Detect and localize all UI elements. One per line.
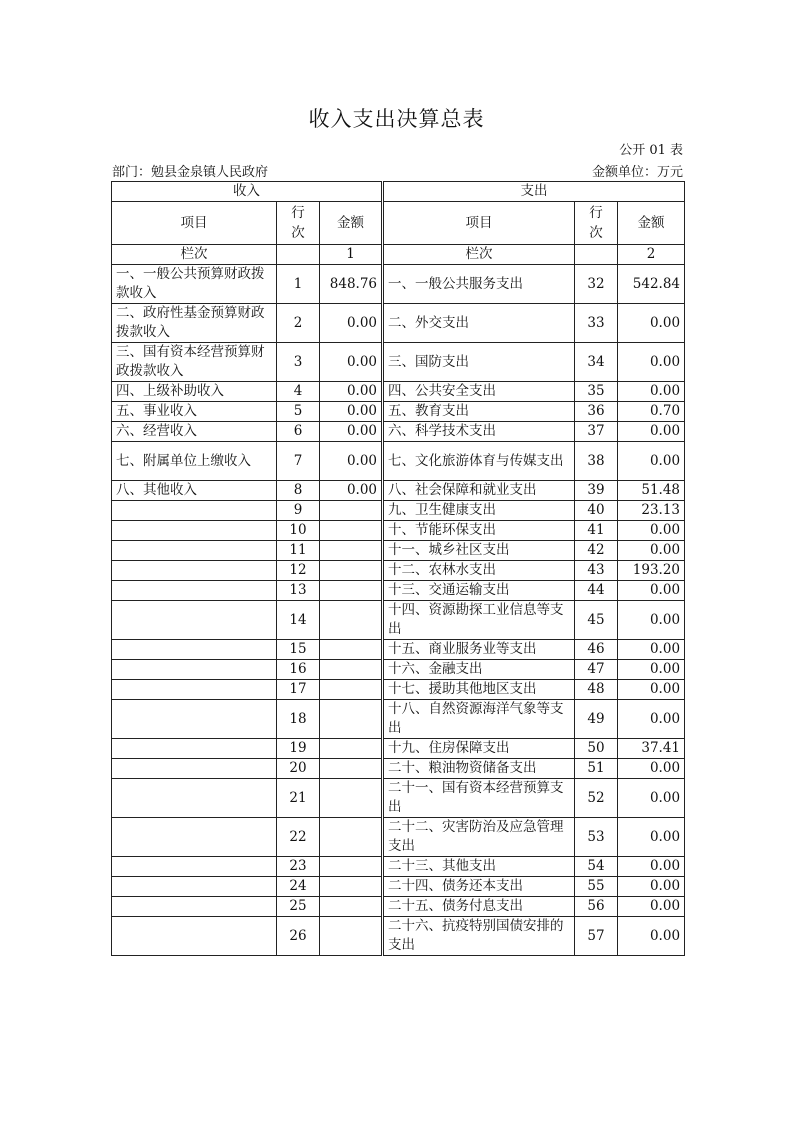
income-amount: [320, 660, 383, 680]
income-row-no: 20: [277, 759, 320, 779]
income-row-no: 23: [277, 857, 320, 877]
income-item: 七、附属单位上缴收入: [112, 442, 277, 481]
table-row: [112, 601, 685, 640]
expense-row-no: 37: [575, 422, 618, 442]
income-amount-header: 金额: [320, 202, 383, 245]
expense-item: 一、一般公共服务支出: [383, 265, 575, 304]
income-amount: 848.76: [320, 265, 383, 304]
income-amount: 0.00: [320, 442, 383, 481]
table-row: [112, 501, 685, 521]
income-item: [112, 759, 277, 779]
expense-amount: 51.48: [618, 481, 685, 501]
page-title: 收入支出决算总表: [308, 107, 485, 131]
income-row-no: 14: [277, 601, 320, 640]
income-amount: [320, 818, 383, 857]
expense-item: 十八、自然资源海洋气象等支出: [383, 700, 575, 739]
form-number: 公开 01 表: [619, 143, 683, 158]
expense-item: 八、社会保障和就业支出: [383, 481, 575, 501]
income-amount: 0.00: [320, 343, 383, 382]
income-amount: 0.00: [320, 402, 383, 422]
expense-amount: 0.00: [618, 382, 685, 402]
expense-row-no: 38: [575, 442, 618, 481]
income-item: [112, 897, 277, 917]
expense-row-no: 39: [575, 481, 618, 501]
income-amount: [320, 541, 383, 561]
income-row-no: 19: [277, 739, 320, 759]
expense-row-no: 32: [575, 265, 618, 304]
table-row: [112, 382, 685, 402]
income-item: 四、上级补助收入: [112, 382, 277, 402]
expense-row-no: 41: [575, 521, 618, 541]
expense-column-label: 栏次: [383, 245, 575, 265]
expense-row-no: 47: [575, 660, 618, 680]
expense-amount: 0.00: [618, 660, 685, 680]
expense-amount: 0.00: [618, 422, 685, 442]
expense-amount: 0.00: [618, 343, 685, 382]
expense-row-no: 44: [575, 581, 618, 601]
expense-amount: 23.13: [618, 501, 685, 521]
expense-item: 十四、资源勘探工业信息等支出: [383, 601, 575, 640]
income-item: [112, 541, 277, 561]
expense-item: 二十一、国有资本经营预算支出: [383, 779, 575, 818]
income-amount: [320, 680, 383, 700]
table-row: [112, 877, 685, 897]
expense-row-no: 52: [575, 779, 618, 818]
expense-row-no: 33: [575, 304, 618, 343]
expense-amount: 0.00: [618, 521, 685, 541]
income-row-no: 16: [277, 660, 320, 680]
income-row-no: 15: [277, 640, 320, 660]
expense-row-no: 53: [575, 818, 618, 857]
income-row-no: 13: [277, 581, 320, 601]
expense-amount: 0.00: [618, 759, 685, 779]
expense-column-number: 2: [618, 245, 685, 265]
table-row: [112, 640, 685, 660]
income-amount: [320, 521, 383, 541]
income-item: [112, 700, 277, 739]
table-row: [112, 561, 685, 581]
income-item: [112, 739, 277, 759]
income-amount: 0.00: [320, 382, 383, 402]
income-amount: [320, 917, 383, 956]
expense-item: 二十二、灾害防治及应急管理支出: [383, 818, 575, 857]
income-row-no: 4: [277, 382, 320, 402]
table-header-row: [112, 182, 685, 202]
table-row: [112, 739, 685, 759]
income-row-no: 12: [277, 561, 320, 581]
income-item: [112, 779, 277, 818]
income-column-label: 栏次: [112, 245, 277, 265]
income-row-no: 10: [277, 521, 320, 541]
table-row: [112, 343, 685, 382]
table-row: [112, 700, 685, 739]
expense-item: 十六、金融支出: [383, 660, 575, 680]
expense-item: 三、国防支出: [383, 343, 575, 382]
table-row: [112, 402, 685, 422]
income-amount: 0.00: [320, 481, 383, 501]
income-item: [112, 680, 277, 700]
expense-amount: 0.00: [618, 541, 685, 561]
income-row-no: 3: [277, 343, 320, 382]
expense-row-no: 55: [575, 877, 618, 897]
income-amount: [320, 581, 383, 601]
income-row-no: 1: [277, 265, 320, 304]
expense-item: 十二、农林水支出: [383, 561, 575, 581]
income-amount: [320, 501, 383, 521]
income-amount: [320, 640, 383, 660]
expense-row-no: 35: [575, 382, 618, 402]
income-row-no: 8: [277, 481, 320, 501]
expense-row-no: 54: [575, 857, 618, 877]
income-row-no: 9: [277, 501, 320, 521]
expense-item: 九、卫生健康支出: [383, 501, 575, 521]
expense-item: 五、教育支出: [383, 402, 575, 422]
expense-item: 十九、住房保障支出: [383, 739, 575, 759]
expense-amount: 0.70: [618, 402, 685, 422]
income-amount: [320, 561, 383, 581]
expense-row-no: 56: [575, 897, 618, 917]
expense-amount: 0.00: [618, 700, 685, 739]
table-row: [112, 759, 685, 779]
table-row: [112, 265, 685, 304]
income-item: [112, 561, 277, 581]
income-row-no: 2: [277, 304, 320, 343]
income-row-no: 7: [277, 442, 320, 481]
table-row: [112, 897, 685, 917]
income-row-no: 21: [277, 779, 320, 818]
table-row: [112, 422, 685, 442]
income-item-header: 项目: [112, 202, 277, 245]
income-amount: [320, 897, 383, 917]
expense-item: 十一、城乡社区支出: [383, 541, 575, 561]
expense-row-no: 51: [575, 759, 618, 779]
expense-row-no: 43: [575, 561, 618, 581]
expense-row-no-header: 行次: [575, 202, 618, 245]
expense-row-no: 49: [575, 700, 618, 739]
expense-item: 十五、商业服务业等支出: [383, 640, 575, 660]
income-amount: [320, 857, 383, 877]
department-label: 部门：勉县金泉镇人民政府: [112, 165, 269, 180]
expense-amount: 0.00: [618, 601, 685, 640]
income-header: 收入: [112, 182, 383, 202]
expense-amount: 542.84: [618, 265, 685, 304]
income-item: [112, 601, 277, 640]
expense-amount: 0.00: [618, 640, 685, 660]
income-row-no: 5: [277, 402, 320, 422]
expense-amount: 0.00: [618, 304, 685, 343]
expense-item: 四、公共安全支出: [383, 382, 575, 402]
expense-item: 十七、援助其他地区支出: [383, 680, 575, 700]
expense-amount-header: 金额: [618, 202, 685, 245]
income-column-no-blank: [277, 245, 320, 265]
income-amount: [320, 779, 383, 818]
table-row: [112, 857, 685, 877]
expense-amount: 0.00: [618, 779, 685, 818]
income-row-no: 6: [277, 422, 320, 442]
column-header-row: [112, 202, 685, 245]
income-item: 一、一般公共预算财政拨款收入: [112, 265, 277, 304]
table-row: [112, 680, 685, 700]
income-item: [112, 521, 277, 541]
table-row: [112, 779, 685, 818]
income-expense-table: [111, 181, 685, 956]
income-item: [112, 857, 277, 877]
table-row: [112, 581, 685, 601]
income-amount: [320, 739, 383, 759]
table-row: [112, 660, 685, 680]
income-item: 二、政府性基金预算财政拨款收入: [112, 304, 277, 343]
income-row-no: 26: [277, 917, 320, 956]
income-row-no: 18: [277, 700, 320, 739]
expense-row-no: 42: [575, 541, 618, 561]
expense-item: 二十六、抗疫特别国债安排的支出: [383, 917, 575, 956]
expense-item: 十、节能环保支出: [383, 521, 575, 541]
expense-amount: 0.00: [618, 917, 685, 956]
table-row: [112, 521, 685, 541]
expense-row-no: 34: [575, 343, 618, 382]
income-row-no: 11: [277, 541, 320, 561]
expense-item-header: 项目: [383, 202, 575, 245]
table-row: [112, 818, 685, 857]
expense-amount: 0.00: [618, 857, 685, 877]
income-row-no: 24: [277, 877, 320, 897]
expense-item: 二、外交支出: [383, 304, 575, 343]
expense-item: 二十、粮油物资储备支出: [383, 759, 575, 779]
expense-row-no: 36: [575, 402, 618, 422]
expense-amount: 37.41: [618, 739, 685, 759]
expense-amount: 193.20: [618, 561, 685, 581]
expense-header: 支出: [383, 182, 685, 202]
income-row-no: 25: [277, 897, 320, 917]
expense-item: 十三、交通运输支出: [383, 581, 575, 601]
table-row: [112, 304, 685, 343]
expense-amount: 0.00: [618, 581, 685, 601]
income-item: [112, 660, 277, 680]
expense-amount: 0.00: [618, 877, 685, 897]
expense-row-no: 50: [575, 739, 618, 759]
income-item: [112, 501, 277, 521]
income-row-no: 22: [277, 818, 320, 857]
income-item: [112, 818, 277, 857]
income-column-number: 1: [320, 245, 383, 265]
income-item: 五、事业收入: [112, 402, 277, 422]
expense-amount: 0.00: [618, 680, 685, 700]
income-row-no: 17: [277, 680, 320, 700]
expense-column-no-blank: [575, 245, 618, 265]
expense-row-no: 45: [575, 601, 618, 640]
expense-row-no: 48: [575, 680, 618, 700]
income-row-no-header: 行次: [277, 202, 320, 245]
income-amount: [320, 700, 383, 739]
income-item: 三、国有资本经营预算财政拨款收入: [112, 343, 277, 382]
expense-amount: 0.00: [618, 897, 685, 917]
income-item: 八、其他收入: [112, 481, 277, 501]
table-row: [112, 917, 685, 956]
table-row: [112, 442, 685, 481]
expense-item: 二十五、债务付息支出: [383, 897, 575, 917]
income-amount: 0.00: [320, 422, 383, 442]
income-item: [112, 640, 277, 660]
expense-row-no: 46: [575, 640, 618, 660]
table-row: [112, 481, 685, 501]
table-row: [112, 541, 685, 561]
expense-amount: 0.00: [618, 818, 685, 857]
expense-item: 二十四、债务还本支出: [383, 877, 575, 897]
column-number-row: [112, 245, 685, 265]
income-amount: [320, 601, 383, 640]
expense-row-no: 40: [575, 501, 618, 521]
income-item: [112, 877, 277, 897]
income-amount: [320, 877, 383, 897]
expense-item: 二十三、其他支出: [383, 857, 575, 877]
expense-item: 七、文化旅游体育与传媒支出: [383, 442, 575, 481]
amount-unit-label: 金额单位：万元: [591, 165, 683, 180]
income-amount: 0.00: [320, 304, 383, 343]
expense-amount: 0.00: [618, 442, 685, 481]
expense-row-no: 57: [575, 917, 618, 956]
income-item: 六、经营收入: [112, 422, 277, 442]
expense-item: 六、科学技术支出: [383, 422, 575, 442]
income-item: [112, 581, 277, 601]
income-amount: [320, 759, 383, 779]
income-item: [112, 917, 277, 956]
